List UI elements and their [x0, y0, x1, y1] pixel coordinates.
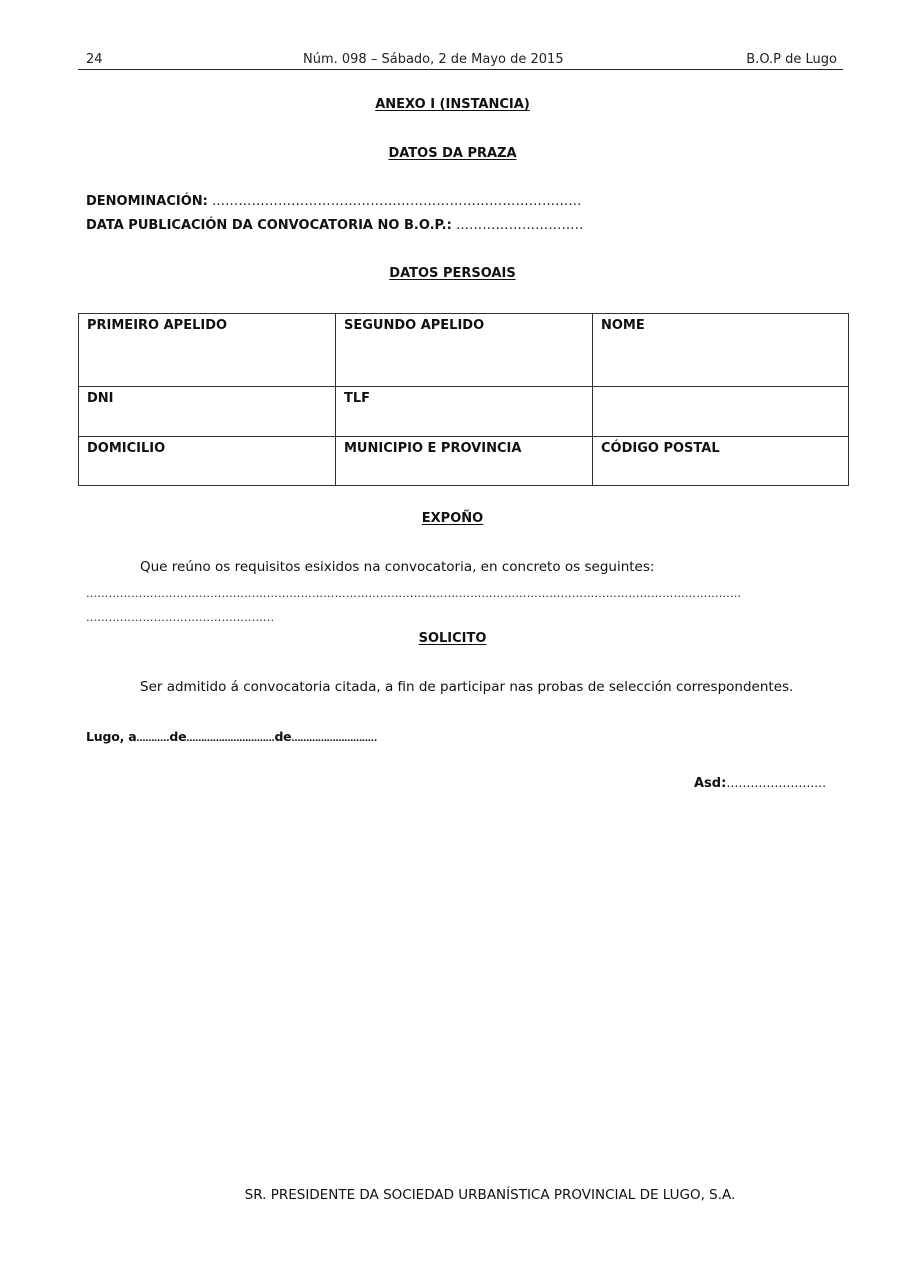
place-date-line [86, 729, 377, 744]
personal-data-table [78, 313, 849, 486]
name-cell[interactable]: NOME [593, 314, 849, 387]
first-surname-cell[interactable]: PRIMEIRO APELIDO [79, 314, 336, 387]
month-field[interactable]: ………………………… [186, 734, 275, 744]
second-surname-cell[interactable]: SEGUNDO APELIDO [336, 314, 593, 387]
section-personal-title: DATOS PERSOAIS [389, 266, 516, 281]
header-issue: Núm. 098 – Sábado, 2 de Mayo de 2015 [303, 52, 564, 67]
signature-line [694, 776, 826, 791]
denomination-line [86, 194, 582, 209]
requirements-dotted-line-2[interactable]: ………………………………………….. [86, 611, 275, 624]
signature-label: Asd: [694, 776, 727, 791]
day-field[interactable]: ……….. [136, 734, 170, 744]
footer-addressee: SR. PRESIDENTE DA SOCIEDAD URBANÍSTICA PROVINCIAL DE LUGO, S.A. [244, 1187, 736, 1203]
section-expose-title: EXPOÑO [421, 511, 484, 526]
publication-date-field[interactable]: ……………………….. [455, 218, 584, 233]
address-cell[interactable]: DOMICILIO [79, 437, 336, 486]
request-text: Ser admitido á convocatoria citada, a fin de participar nas probas de selección correspondentes. [140, 679, 794, 695]
publication-date-line [86, 218, 583, 233]
dni-cell[interactable]: DNI [79, 387, 336, 437]
denomination-field[interactable]: ………………………………………………………………………… [211, 194, 582, 209]
header-publication: B.O.P de Lugo [746, 52, 837, 67]
phone-cell[interactable]: TLF [336, 387, 593, 437]
postal-code-cell[interactable]: CÓDIGO POSTAL [593, 437, 849, 486]
place-city: Lugo, a [86, 729, 137, 744]
publication-date-label: DATA PUBLICACIÓN DA CONVOCATORIA NO B.O.P.: [86, 218, 452, 233]
year-field[interactable]: ……………………….. [291, 734, 378, 744]
table-row [79, 437, 849, 486]
requirements-dotted-line-1[interactable]: ………………………………………………………………………………………………………………………………………………………… [86, 587, 742, 600]
of-label-2: de [274, 729, 292, 744]
table-row [79, 314, 849, 387]
annex-title: ANEXO I (INSTANCIA) [375, 97, 530, 112]
page-header [78, 52, 843, 70]
expose-text: Que reúno os requisitos esixidos na convocatoria, en concreto os seguintes: [140, 559, 655, 575]
denomination-label: DENOMINACIÓN: [86, 194, 208, 209]
municipality-province-cell[interactable]: MUNICIPIO E PROVINCIA [336, 437, 593, 486]
header-page-number: 24 [86, 52, 103, 67]
section-request-title: SOLICITO [418, 631, 487, 646]
section-post-title: DATOS DA PRAZA [388, 146, 517, 161]
table-row [79, 387, 849, 437]
empty-cell[interactable] [593, 387, 849, 437]
of-label-1: de [169, 729, 187, 744]
signature-field[interactable]: ………………….… [726, 776, 827, 790]
